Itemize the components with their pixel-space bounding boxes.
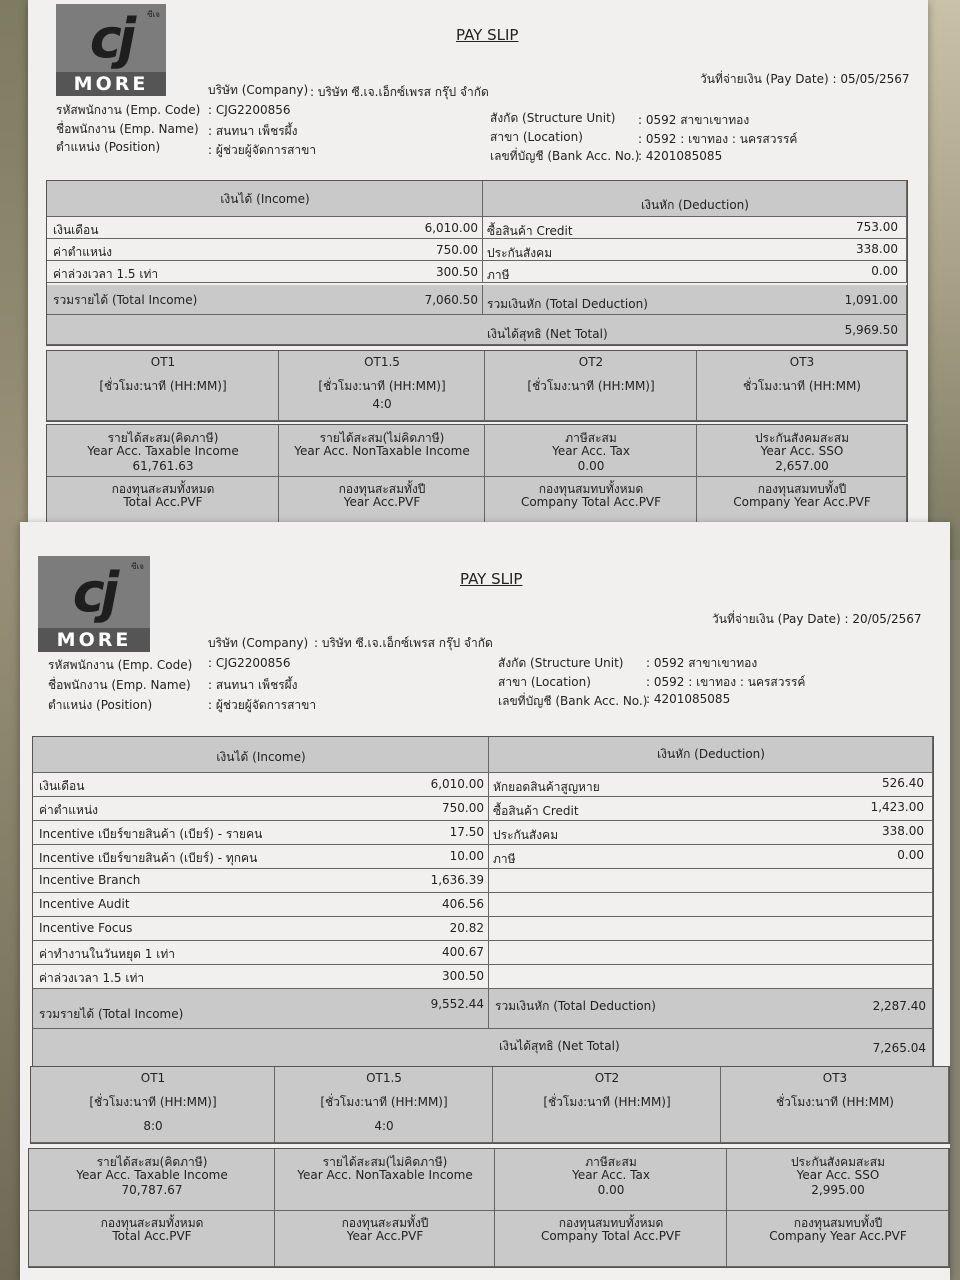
pay-date: วันที่จ่ายเงิน (Pay Date) : 05/05/2567	[700, 72, 910, 86]
income-deduction-table	[32, 736, 934, 1068]
deduction-row	[489, 941, 933, 965]
deduction-item-value: 753.00	[856, 220, 898, 234]
location-label: สาขา (Location)	[490, 130, 583, 144]
income-header: เงินได้ (Income)	[220, 192, 310, 206]
ot-name: OT1	[150, 355, 176, 369]
acc-cell	[485, 425, 697, 477]
income-row	[33, 941, 489, 965]
income-row	[33, 821, 489, 845]
pvf-cell	[697, 477, 907, 525]
deduction-row	[489, 965, 933, 989]
company-label: บริษัท (Company)	[208, 83, 309, 97]
pvf-cell	[485, 477, 697, 525]
ot-name: OT2	[594, 1071, 620, 1085]
deduction-row	[489, 869, 933, 893]
total-income-row	[33, 989, 489, 1029]
pay-slip-2	[20, 522, 950, 1280]
ot-name: OT3	[822, 1071, 848, 1085]
income-item-value: 750.00	[442, 801, 484, 815]
income-row	[33, 917, 489, 941]
acc-value: 0.00	[597, 1183, 625, 1197]
structure-unit-label: สังกัด (Structure Unit)	[498, 656, 624, 670]
pvf-label-en: Total Acc.PVF	[112, 1229, 192, 1243]
total-income-row	[47, 285, 483, 315]
income-item-label: Incentive Audit	[39, 897, 130, 911]
net-total-row	[33, 1029, 933, 1067]
income-row	[47, 239, 483, 261]
emp-name-value: : สนทนา เพ็ชรผึ้ง	[208, 124, 298, 138]
income-item-value: 406.56	[442, 897, 484, 911]
ot-table	[46, 350, 908, 422]
deduction-item-label: ประกันสังคม	[487, 246, 553, 260]
net-total-value: 5,969.50	[844, 323, 898, 337]
income-item-value: 17.50	[449, 825, 484, 839]
bank-acc-value: : 4201085085	[638, 149, 723, 163]
acc-cell	[47, 425, 279, 477]
ot-value: 4:0	[374, 1119, 394, 1133]
ot-name: OT1	[140, 1071, 166, 1085]
ot-cell	[47, 351, 279, 421]
ot-unit: [ชั่วโมง:นาที (HH:MM)]	[99, 379, 227, 393]
income-row	[33, 797, 489, 821]
page-title: PAY SLIP	[456, 26, 519, 44]
deduction-row	[489, 845, 933, 869]
deduction-row	[483, 261, 907, 283]
income-item-value: 6,010.00	[430, 777, 484, 791]
total-deduction-row	[489, 989, 933, 1029]
total-deduction-label: รวมเงินหัก (Total Deduction)	[487, 297, 648, 311]
pvf-label-th: กองทุนสมทบทั้งปี	[757, 482, 847, 496]
income-item-label: ค่าล่วงเวลา 1.5 เท่า	[53, 267, 159, 281]
acc-label-en: Year Acc. Tax	[572, 1168, 650, 1182]
acc-label-en: Year Acc. NonTaxable Income	[294, 444, 470, 458]
income-header: เงินได้ (Income)	[216, 750, 306, 764]
deduction-row	[489, 773, 933, 797]
location-value: : 0592 : เขาทอง : นครสวรรค์	[646, 675, 806, 689]
emp-code-value: : CJG2200856	[208, 656, 291, 670]
ot-value: 8:0	[143, 1119, 163, 1133]
income-item-label: Incentive Branch	[39, 873, 141, 887]
deduction-item-label: หักยอดสินค้าสูญหาย	[493, 780, 600, 794]
acc-cell	[29, 1149, 275, 1211]
company-value: : บริษัท ซี.เจ.เอ็กซ์เพรส กรุ๊ป จำกัด	[310, 85, 489, 99]
ot-cell	[485, 351, 697, 421]
income-item-label: Incentive เบียร์ขายสินค้า (เบียร์) - รายคน	[39, 827, 263, 841]
cj-more-logo: ซีเจ cj MORE	[56, 4, 166, 96]
ot-unit: ชั่วโมง:นาที (HH:MM)	[743, 379, 861, 393]
deduction-item-value: 0.00	[897, 848, 924, 862]
location-label: สาขา (Location)	[498, 675, 591, 689]
total-income-label: รวมรายได้ (Total Income)	[53, 293, 198, 307]
pvf-cell	[727, 1211, 949, 1267]
acc-cell	[279, 425, 485, 477]
income-item-value: 300.50	[436, 265, 478, 279]
acc-value: 2,995.00	[811, 1183, 865, 1197]
structure-unit-value: : 0592 สาขาเขาทอง	[638, 113, 750, 127]
accumulated-table	[46, 424, 908, 526]
pvf-label-th: กองทุนสมทบทั้งหมด	[538, 482, 644, 496]
ot-cell	[279, 351, 485, 421]
deduction-header: เงินหัก (Deduction)	[641, 198, 749, 212]
pvf-label-en: Company Total Acc.PVF	[540, 1229, 682, 1243]
pvf-label-en: Company Year Acc.PVF	[769, 1229, 907, 1243]
total-deduction-label: รวมเงินหัก (Total Deduction)	[495, 999, 656, 1013]
acc-label-en: Year Acc. Taxable Income	[76, 1168, 228, 1182]
total-deduction-value: 2,287.40	[872, 999, 926, 1013]
position-value: : ผู้ช่วยผู้จัดการสาขา	[208, 143, 317, 157]
deduction-item-label: ซื้อสินค้า Credit	[487, 224, 573, 238]
pvf-label-en: Year Acc.PVF	[343, 495, 421, 509]
acc-cell	[697, 425, 907, 477]
acc-label-th: รายได้สะสม(ไม่คิดภาษี)	[319, 431, 445, 445]
income-item-value: 300.50	[442, 969, 484, 983]
income-item-label: Incentive เบียร์ขายสินค้า (เบียร์) - ทุกคน	[39, 851, 258, 865]
income-item-label: เงินเดือน	[53, 223, 99, 237]
emp-code-value: : CJG2200856	[208, 103, 291, 117]
income-row	[33, 965, 489, 989]
ot-name: OT1.5	[366, 1071, 402, 1085]
location-value: : 0592 : เขาทอง : นครสวรรค์	[638, 132, 798, 146]
deduction-row	[489, 821, 933, 845]
income-row	[47, 217, 483, 239]
net-total-label: เงินได้สุทธิ (Net Total)	[499, 1039, 620, 1053]
deduction-item-value: 338.00	[882, 824, 924, 838]
pvf-label-en: Total Acc.PVF	[123, 495, 203, 509]
acc-cell	[275, 1149, 495, 1211]
bank-acc-label: เลขที่บัญชี (Bank Acc. No.)	[490, 149, 640, 163]
total-income-value: 7,060.50	[424, 293, 478, 307]
income-row	[33, 869, 489, 893]
logo-more-text: MORE	[38, 628, 150, 652]
acc-label-th: ประกันสังคมสะสม	[790, 1155, 886, 1169]
income-item-label: ค่าตำแหน่ง	[39, 803, 99, 817]
pvf-label-th: กองทุนสะสมทั้งปี	[338, 482, 426, 496]
logo-mark: cj	[72, 560, 116, 624]
pvf-cell	[275, 1211, 495, 1267]
position-label: ตำแหน่ง (Position)	[56, 140, 161, 154]
income-row	[33, 845, 489, 869]
income-item-label: ค่าทำงานในวันหยุด 1 เท่า	[39, 947, 175, 961]
acc-label-en: Year Acc. SSO	[760, 444, 844, 458]
pvf-label-en: Company Total Acc.PVF	[520, 495, 662, 509]
ot-cell	[721, 1067, 949, 1143]
total-deduction-value: 1,091.00	[844, 293, 898, 307]
deduction-row	[483, 217, 907, 239]
acc-label-th: ประกันสังคมสะสม	[754, 431, 850, 445]
net-total-label: เงินได้สุทธิ (Net Total)	[487, 327, 608, 341]
structure-unit-value: : 0592 สาขาเขาทอง	[646, 656, 758, 670]
bank-acc-value: : 4201085085	[646, 692, 731, 706]
page-title: PAY SLIP	[460, 570, 523, 588]
ot-unit: ชั่วโมง:นาที (HH:MM)	[776, 1095, 894, 1109]
income-row	[33, 893, 489, 917]
deduction-item-value: 338.00	[856, 242, 898, 256]
deduction-item-value: 1,423.00	[870, 800, 924, 814]
income-item-value: 10.00	[449, 849, 484, 863]
income-item-value: 1,636.39	[430, 873, 484, 887]
acc-value: 2,657.00	[775, 459, 829, 473]
income-row	[33, 773, 489, 797]
logo-mark: cj	[89, 6, 133, 70]
ot-unit: [ชั่วโมง:นาที (HH:MM)]	[527, 379, 655, 393]
acc-label-en: Year Acc. Taxable Income	[87, 444, 239, 458]
accumulated-table	[28, 1148, 950, 1268]
deduction-item-label: ภาษี	[487, 268, 510, 282]
pvf-cell	[47, 477, 279, 525]
ot-unit: [ชั่วโมง:นาที (HH:MM)]	[543, 1095, 671, 1109]
pvf-label-th: กองทุนสะสมทั้งปี	[341, 1216, 429, 1230]
total-income-value: 9,552.44	[430, 997, 484, 1011]
pvf-cell	[29, 1211, 275, 1267]
ot-name: OT3	[789, 355, 815, 369]
ot-unit: [ชั่วโมง:นาที (HH:MM)]	[318, 379, 446, 393]
acc-label-th: ภาษีสะสม	[565, 431, 617, 445]
deduction-header: เงินหัก (Deduction)	[657, 747, 765, 761]
acc-label-en: Year Acc. Tax	[552, 444, 630, 458]
pay-date: วันที่จ่ายเงิน (Pay Date) : 20/05/2567	[712, 612, 922, 626]
pvf-cell	[279, 477, 485, 525]
net-total-row	[47, 315, 907, 345]
acc-value: 70,787.67	[121, 1183, 183, 1197]
company-value: : บริษัท ซี.เจ.เอ็กซ์เพรส กรุ๊ป จำกัด	[314, 636, 493, 650]
bank-acc-label: เลขที่บัญชี (Bank Acc. No.)	[498, 694, 648, 708]
emp-name-label: ชื่อพนักงาน (Emp. Name)	[56, 122, 199, 136]
acc-label-en: Year Acc. SSO	[796, 1168, 880, 1182]
deduction-item-label: ซื้อสินค้า Credit	[493, 804, 579, 818]
acc-value: 61,761.63	[132, 459, 194, 473]
deduction-item-value: 526.40	[882, 776, 924, 790]
emp-code-label: รหัสพนักงาน (Emp. Code)	[48, 658, 193, 672]
deduction-item-value: 0.00	[871, 264, 898, 278]
position-label: ตำแหน่ง (Position)	[48, 698, 153, 712]
ot-unit: [ชั่วโมง:นาที (HH:MM)]	[89, 1095, 217, 1109]
ot-cell	[275, 1067, 493, 1143]
emp-code-label: รหัสพนักงาน (Emp. Code)	[56, 103, 201, 117]
ot-table	[30, 1066, 950, 1144]
pvf-label-th: กองทุนสะสมทั้งหมด	[100, 1216, 204, 1230]
ot-cell	[697, 351, 907, 421]
structure-unit-label: สังกัด (Structure Unit)	[490, 111, 616, 125]
income-deduction-table	[46, 180, 908, 346]
income-row	[47, 261, 483, 283]
deduction-item-label: ภาษี	[493, 852, 516, 866]
ot-unit: [ชั่วโมง:นาที (HH:MM)]	[320, 1095, 448, 1109]
ot-name: OT2	[578, 355, 604, 369]
ot-value: 4:0	[372, 397, 392, 411]
net-total-value: 7,265.04	[872, 1041, 926, 1055]
income-item-value: 750.00	[436, 243, 478, 257]
pvf-label-en: Company Year Acc.PVF	[733, 495, 871, 509]
deduction-row	[489, 917, 933, 941]
emp-name-label: ชื่อพนักงาน (Emp. Name)	[48, 678, 191, 692]
ot-cell	[493, 1067, 721, 1143]
pvf-label-th: กองทุนสมทบทั้งหมด	[558, 1216, 664, 1230]
income-item-label: เงินเดือน	[39, 779, 85, 793]
acc-cell	[727, 1149, 949, 1211]
acc-label-th: ภาษีสะสม	[585, 1155, 637, 1169]
company-label: บริษัท (Company)	[208, 636, 309, 650]
pvf-label-en: Year Acc.PVF	[346, 1229, 424, 1243]
income-item-value: 400.67	[442, 945, 484, 959]
pvf-cell	[495, 1211, 727, 1267]
pvf-label-th: กองทุนสมทบทั้งปี	[793, 1216, 883, 1230]
ot-name: OT1.5	[364, 355, 400, 369]
pay-slip-1	[28, 0, 928, 524]
ot-cell	[31, 1067, 275, 1143]
deduction-row	[489, 797, 933, 821]
income-item-value: 6,010.00	[424, 221, 478, 235]
deduction-row	[483, 239, 907, 261]
income-item-label: ค่าล่วงเวลา 1.5 เท่า	[39, 971, 145, 985]
acc-value: 0.00	[577, 459, 605, 473]
total-deduction-row	[483, 285, 907, 315]
income-item-value: 20.82	[449, 921, 484, 935]
acc-label-en: Year Acc. NonTaxable Income	[297, 1168, 473, 1182]
pvf-label-th: กองทุนสะสมทั้งหมด	[111, 482, 215, 496]
acc-label-th: รายได้สะสม(คิดภาษี)	[96, 1155, 208, 1169]
emp-name-value: : สนทนา เพ็ชรผึ้ง	[208, 678, 298, 692]
total-income-label: รวมรายได้ (Total Income)	[39, 1007, 184, 1021]
acc-cell	[495, 1149, 727, 1211]
cj-more-logo: ซีเจ cj MORE	[38, 556, 150, 652]
income-item-label: Incentive Focus	[39, 921, 133, 935]
deduction-row	[489, 893, 933, 917]
logo-more-text: MORE	[56, 72, 166, 96]
acc-label-th: รายได้สะสม(คิดภาษี)	[107, 431, 219, 445]
income-item-label: ค่าตำแหน่ง	[53, 245, 113, 259]
deduction-item-label: ประกันสังคม	[493, 828, 559, 842]
acc-label-th: รายได้สะสม(ไม่คิดภาษี)	[322, 1155, 448, 1169]
position-value: : ผู้ช่วยผู้จัดการสาขา	[208, 698, 317, 712]
